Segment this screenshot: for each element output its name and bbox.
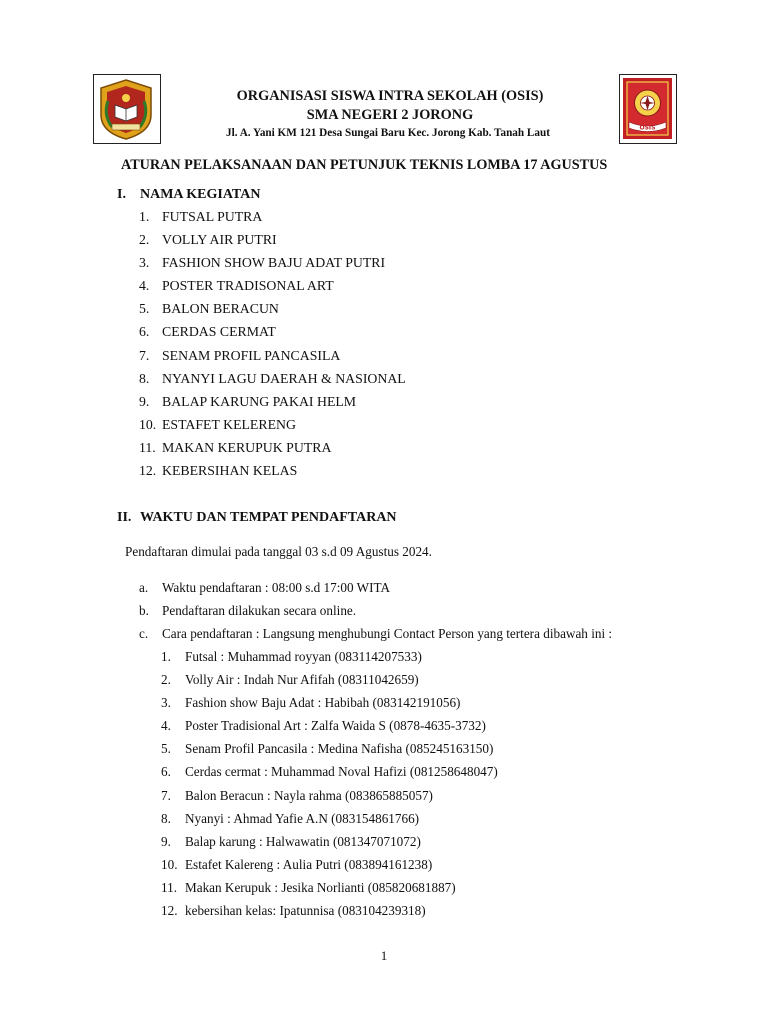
list-item-text: BALAP KARUNG PAKAI HELM	[162, 393, 357, 409]
school-address: Jl. A. Yani KM 121 Desa Sungai Baru Kec. Jorong Kab. Tanah Laut	[226, 127, 550, 139]
list-item-text: ESTAFET KELERENG	[162, 416, 296, 432]
registration-intro: Pendaftaran dimulai pada tanggal 03 s.d 09 Agustus 2024.	[125, 544, 432, 559]
section-1-number: I.	[117, 187, 126, 202]
list-item-number: 7.	[161, 787, 171, 803]
list-item-number: 2.	[161, 672, 171, 688]
section-1-heading: NAMA KEGIATAN	[140, 187, 261, 202]
section-2-number: II.	[117, 510, 132, 525]
list-item-number: 6.	[161, 764, 171, 780]
contact-text: Poster Tradisional Art : Zalfa Waida S (0878-4635-3732)	[185, 718, 486, 734]
list-item-letter: b.	[139, 602, 149, 618]
contact-text: Balap karung : Halwawatin (081347071072)	[185, 833, 421, 849]
list-item-number: 7.	[139, 347, 150, 363]
contact-text: Makan Kerupuk : Jesika Norlianti (085820681887)	[185, 879, 456, 895]
list-item-number: 1.	[139, 209, 150, 224]
list-item-text: SENAM PROFIL PANCASILA	[162, 347, 341, 363]
org-name: ORGANISASI SISWA INTRA SEKOLAH (OSIS)	[236, 88, 544, 104]
list-item-text: NYANYI LAGU DAERAH & NASIONAL	[162, 370, 406, 386]
page-number: 1	[380, 948, 388, 963]
school-emblem-icon	[94, 75, 159, 142]
list-item-text: Waktu pendaftaran : 08:00 s.d 17:00 WITA	[162, 580, 390, 595]
list-item-number: 6.	[139, 324, 150, 340]
list-item-number: 10.	[139, 416, 157, 432]
list-item-number: 8.	[161, 810, 171, 826]
list-item-text: Cara pendaftaran : Langsung menghubungi Contact Person yang tertera dibawah ini :	[162, 625, 613, 641]
contact-text: kebersihan kelas: Ipatunnisa (083104239318)	[185, 903, 426, 919]
list-item-number: 4.	[139, 278, 150, 294]
osis-logo	[619, 74, 677, 144]
list-item-text: FUTSAL PUTRA	[162, 209, 263, 224]
contact-text: Volly Air : Indah Nur Afifah (08311042659)	[185, 672, 419, 688]
list-item-text: CERDAS CERMAT	[162, 324, 276, 340]
list-item-number: 2.	[139, 232, 150, 248]
list-item-text: MAKAN KERUPUK PUTRA	[162, 439, 332, 455]
list-item-text: Pendaftaran dilakukan secara online.	[162, 602, 357, 618]
contact-text: Fashion show Baju Adat : Habibah (083142191056)	[185, 695, 461, 711]
school-name: SMA NEGERI 2 JORONG	[306, 107, 474, 123]
contact-text: Cerdas cermat : Muhammad Noval Hafizi (081258648047)	[185, 764, 498, 780]
list-item-number: 4.	[161, 718, 171, 734]
osis-logo-text: OSIS	[639, 124, 656, 132]
school-emblem-logo	[93, 74, 161, 144]
list-item-number: 11.	[161, 879, 177, 895]
contact-text: Balon Beracun : Nayla rahma (083865885057)	[185, 787, 433, 803]
contact-text: Nyanyi : Ahmad Yafie A.N (083154861766)	[185, 810, 420, 826]
list-item-number: 3.	[139, 255, 150, 271]
list-item-number: 10.	[161, 856, 178, 872]
list-item-letter: a.	[139, 580, 149, 595]
list-item-number: 8.	[139, 370, 150, 386]
list-item-text: KEBERSIHAN KELAS	[162, 463, 298, 479]
list-item-number: 3.	[161, 695, 171, 711]
list-item-text: FASHION SHOW BAJU ADAT PUTRI	[162, 255, 386, 271]
list-item-number: 5.	[161, 741, 171, 757]
list-item-text: POSTER TRADISONAL ART	[162, 278, 334, 294]
list-item-number: 12.	[139, 463, 157, 479]
section-2-heading: WAKTU DAN TEMPAT PENDAFTARAN	[140, 510, 397, 525]
list-item-text: VOLLY AIR PUTRI	[162, 232, 277, 248]
list-item-text: BALON BERACUN	[162, 301, 279, 317]
document-title: ATURAN PELAKSANAAN DAN PETUNJUK TEKNIS LOMBA 17 AGUSTUS	[121, 157, 608, 173]
list-item-number: 11.	[139, 439, 156, 455]
list-item-letter: c.	[139, 625, 149, 641]
contact-text: Futsal : Muhammad royyan (083114207533)	[185, 649, 422, 664]
list-item-number: 12.	[161, 903, 178, 919]
osis-emblem-icon	[620, 75, 675, 142]
contact-text: Senam Profil Pancasila : Medina Nafisha (085245163150)	[185, 741, 494, 757]
contact-text: Estafet Kalereng : Aulia Putri (083894161238)	[185, 856, 433, 872]
list-item-number: 9.	[161, 833, 171, 849]
list-item-number: 1.	[161, 649, 171, 664]
list-item-number: 5.	[139, 301, 150, 317]
list-item-number: 9.	[139, 393, 150, 409]
